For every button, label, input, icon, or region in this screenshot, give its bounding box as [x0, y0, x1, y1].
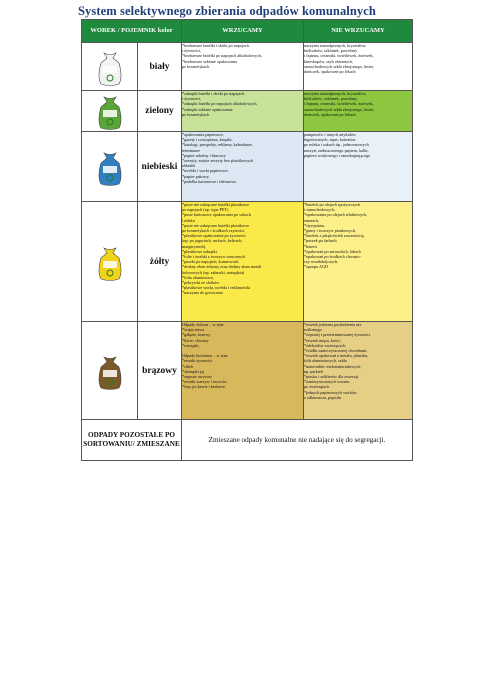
list-item: *resztki warzyw i owoców	[182, 379, 228, 385]
bag-color-name: niebieski	[138, 132, 182, 202]
list-item: *zepsute owoców	[182, 374, 212, 380]
list-item: *resztki żywności	[182, 358, 213, 364]
reject-list	[304, 91, 413, 132]
row-white	[82, 43, 413, 91]
bag-cell	[82, 132, 138, 202]
list-item: *resztek mięsa, kości,	[304, 337, 341, 343]
list-item: i mleku	[182, 217, 195, 223]
row-green	[82, 91, 413, 132]
list-item: *folia aluminiowa,	[182, 274, 214, 280]
list-item: pampersów i innych artykułów	[304, 132, 356, 137]
list-item: po mleku i sokach itp., jednorazowych	[304, 142, 369, 148]
list-item: *skorupki jaj	[182, 368, 204, 374]
list-item: *puszek po farbach	[304, 238, 337, 244]
list-item: *folie i torebki z tworzyw sztucznych	[182, 254, 246, 260]
list-item: naczyń, zatłuszczonego papieru, kalki,	[304, 147, 369, 153]
list-item: *resztek opakowań z metalu, plastiku,	[304, 353, 368, 359]
header-bag-color: WOREK / POJEMNIK kolor	[82, 20, 182, 43]
row-yellow	[82, 202, 413, 322]
list-item: *pudełka kartonowe i tekturowe	[182, 178, 237, 184]
list-item: smarach,	[304, 217, 319, 223]
bag-color-name: brązowy	[138, 322, 182, 420]
list-item: *torebki i worki papierowe,	[182, 168, 229, 174]
list-item: terminarze	[182, 147, 200, 153]
trash-bag-icon	[95, 47, 125, 87]
list-item: *piasku i szlifierów dla zwierząt	[304, 374, 359, 380]
list-item: *zakrętki butelki i słoiki po napojach	[182, 91, 245, 96]
reject-list	[304, 202, 413, 322]
list-item: z odkurzacza, popiołu	[304, 394, 341, 400]
list-item: *zeszyty, zużyte zeszyty bez plastikowych	[182, 158, 254, 164]
row-brown	[82, 322, 413, 420]
list-item: *bezbarwne butelki po napojach alkoholowych,	[182, 53, 263, 59]
list-item: *opakowania papierowe,	[182, 132, 224, 137]
list-item: *resztek jedzenia pochodzenia nie	[304, 322, 362, 327]
list-item: kolorowych (np. zabawki, narzędzia)	[182, 269, 245, 275]
list-item: *baterii	[304, 243, 317, 249]
list-item: *zaniezyszczonych troszen	[304, 379, 350, 385]
list-item: *opakowań po aerozolach, lakach	[304, 248, 361, 254]
list-item: roślinnego	[304, 327, 322, 333]
accept-list	[182, 202, 304, 322]
list-item: *gałęzie, krzewy	[182, 332, 211, 338]
list-item: *puste kartonowe opakowania po sokach	[182, 212, 251, 218]
reject-list	[304, 322, 413, 420]
list-item: margarynach),	[182, 243, 207, 249]
list-item: *butelek po olejach spożywczych	[304, 202, 361, 207]
list-item: okładek	[182, 163, 196, 169]
list-item: higienicznych, tapet, kartonów	[304, 137, 356, 143]
list-item: i żywności,	[182, 48, 202, 54]
bag-color-name: zielony	[138, 91, 182, 132]
list-item: *bezbarwne szklane opakowania	[182, 58, 238, 64]
list-item: *bezbarwne butelki i słoiki po napojach	[182, 43, 249, 48]
list-item: *puste nie zakręcone butelki plastikowe	[182, 222, 249, 228]
reject-list	[304, 43, 413, 91]
list-item: czy owadobójczych,	[304, 259, 339, 265]
accept-list	[182, 91, 304, 132]
list-item: *butelek z jakąkolwiek zawartością	[304, 233, 364, 239]
list-item: *styropianu,	[304, 222, 325, 228]
mixed-waste-text: Zmieszane odpady komunalne nie nadające się do segregacji.	[182, 420, 413, 461]
list-item: *plastikowe opakowania po żywności	[182, 233, 246, 239]
list-item: i samochodowych,	[304, 207, 336, 213]
list-item: *plastikowe zakrętki	[182, 248, 217, 254]
list-item: *ścięta trawa	[182, 327, 204, 333]
list-item: *chleb	[182, 363, 194, 369]
list-item: *papier szkolny i biurowy	[182, 152, 226, 158]
list-item: *liście, chwasty	[182, 337, 209, 343]
accept-list	[182, 322, 304, 420]
trash-bag-icon	[95, 147, 125, 187]
list-item: samochodowych szkła zbrojonego, luster,	[304, 106, 374, 112]
row-blue	[82, 132, 413, 202]
list-item: *sprzętu AGD	[304, 264, 329, 270]
list-item: kieliszków, szklanek, porcelany	[304, 48, 358, 54]
accept-list	[182, 43, 304, 91]
list-item: *gazety i czasopisma, książki,	[182, 137, 233, 143]
bag-color-name: żółty	[138, 202, 182, 322]
list-item: doniczek, opakowań po lekach	[304, 69, 356, 75]
list-item: *naczynia do gotowania	[182, 290, 223, 296]
list-item: Odpady kuchenne – w tym:	[182, 353, 229, 359]
list-item: *puste nie zakręcone butelki plastikowe	[182, 202, 249, 207]
bag-icon	[82, 147, 137, 187]
trash-bag-icon	[95, 351, 125, 391]
list-item: *rozsypki,	[182, 342, 200, 348]
list-item: *plastikowe worki, torebki i reklamówki	[182, 285, 251, 291]
list-item: folii aluminiowych, szkła	[304, 358, 347, 364]
table-header	[82, 20, 413, 43]
list-item: *drobny złom żelazny oraz drobny złom metali	[182, 264, 262, 270]
list-item: naczynia żaroodpornych, kryształów,	[304, 43, 367, 48]
list-item: *fusy po kawie i herbacie	[182, 384, 226, 390]
header-accept: WRZUCAMY	[182, 20, 304, 43]
list-item: *odchodów zwierzęcych	[304, 342, 346, 348]
row-mixed	[82, 420, 413, 461]
bag-icon	[82, 91, 137, 131]
list-item: po kosmetykach	[182, 63, 210, 69]
accept-list	[182, 132, 304, 202]
list-item: *jednych papierowych worków	[304, 389, 357, 395]
bag-cell	[82, 43, 138, 91]
page-title: System selektywnego zbierania odpadów komunalnych	[78, 4, 376, 18]
list-item: po kosmetykach i środkach czystości,	[182, 228, 246, 234]
list-item: doniczek, opakowań po lekach	[304, 111, 356, 117]
list-item: *zakrętki butelki po napojach alkoholowych,	[182, 101, 258, 107]
list-item: *ściółki zanieczyszczonej chorobami,	[304, 348, 368, 354]
list-item: i żywności,	[182, 96, 202, 102]
list-item: i fajansu, ceramiki, świetlówek, żarówek,	[304, 101, 374, 107]
bag-icon	[82, 351, 137, 391]
list-item: kineskopów, szyb okiennych,	[304, 58, 354, 64]
list-item: po napojach (np. typu PET)	[182, 207, 229, 213]
bag-icon	[82, 47, 137, 87]
list-item: np. parkieb	[304, 368, 323, 374]
list-item: Odpady zielone – w tym:	[182, 322, 225, 327]
trash-bag-icon	[95, 91, 125, 131]
list-item: *papier pakowy,	[182, 173, 210, 179]
list-item: *pokrywki ze słoików	[182, 280, 220, 286]
list-item: *puszki po napojach, konserwach	[182, 259, 239, 265]
trash-bag-icon	[95, 242, 125, 282]
list-item: *katalogi, prospekty, reklamy, kalendarze,	[182, 142, 253, 148]
list-item: *opakowań po środkach chwasto-	[304, 254, 361, 260]
list-item: po kosmetykach	[182, 111, 210, 117]
waste-sorting-table	[81, 19, 413, 461]
bag-cell	[82, 322, 138, 420]
header-reject: NIE WRZUCAMY	[304, 20, 413, 43]
list-item: *gumy i tworzyw piankowych,	[304, 228, 357, 234]
list-item: i fajansu, ceramiki, świetlówek, żarówek,	[304, 53, 374, 59]
list-item: *opakowania po olejach silnikowych,	[304, 212, 368, 218]
bag-icon	[82, 242, 137, 282]
bag-cell	[82, 202, 138, 322]
reject-list	[304, 132, 413, 202]
list-item: *zepsutej i przeterminowanej żywności	[304, 332, 371, 338]
bag-cell	[82, 91, 138, 132]
list-item: papieru woskowego i samokopiującego	[304, 152, 371, 158]
list-item: samochodowych szkła zbrojonego, luster,	[304, 63, 374, 69]
mixed-waste-label: ODPADY POZOSTAŁE PO SORTOWANIU/ ZMIESZANE	[82, 420, 182, 461]
list-item: kieliszków, szklanek, porcelany	[304, 96, 358, 102]
bag-color-name: biały	[138, 43, 182, 91]
list-item: *zakrętki szklane opakowania	[182, 106, 233, 112]
list-item: naczynia żaroodpornych, kryształów,	[304, 91, 367, 96]
list-item: po zwierzętach	[304, 384, 330, 390]
list-item: (np. po jogurtach, serkach, kefirach,	[182, 238, 243, 244]
list-item: *materiałów wielomateriałowych,	[304, 363, 362, 369]
